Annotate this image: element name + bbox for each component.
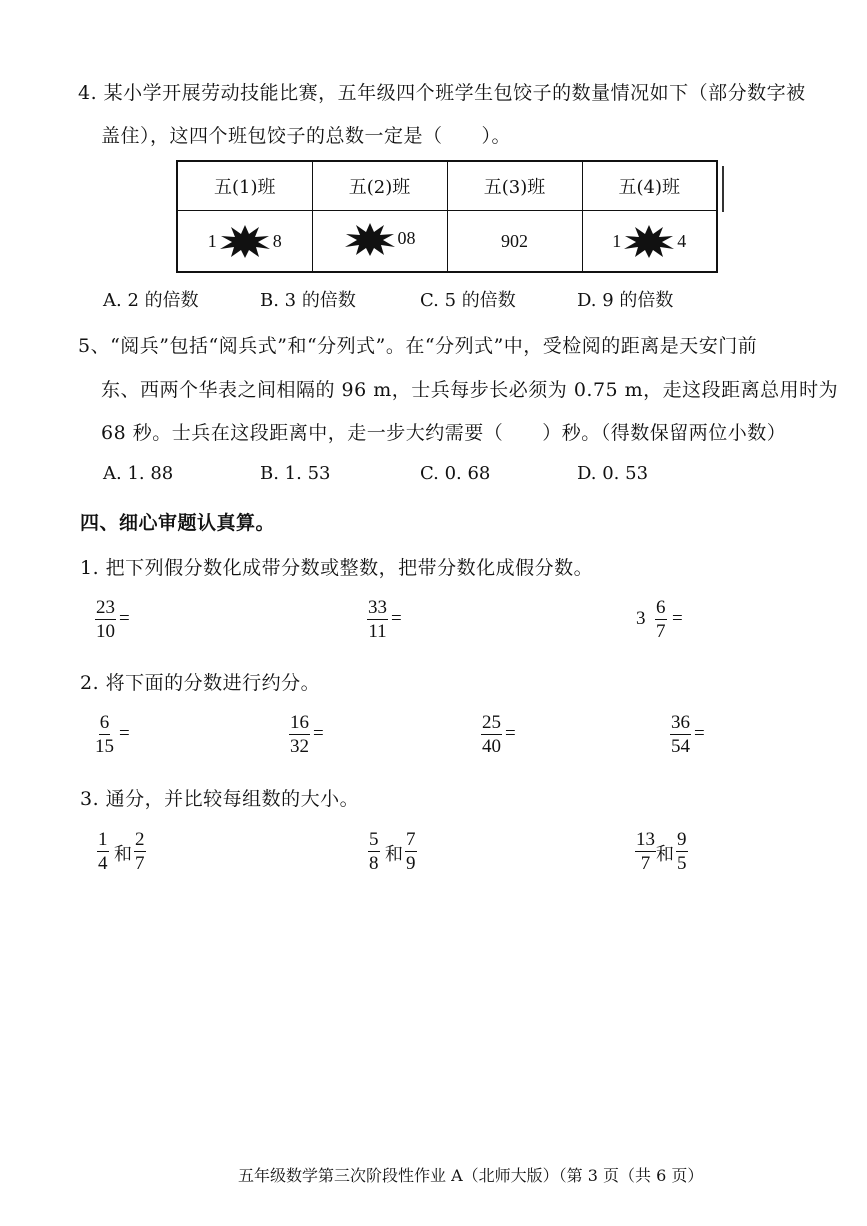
equals-sign: = xyxy=(672,608,683,629)
numerator: 23 xyxy=(96,597,115,618)
fraction xyxy=(367,598,388,641)
numerator: 1 xyxy=(98,829,108,850)
equals-sign: = xyxy=(119,723,130,744)
table-cell-class3 xyxy=(447,211,582,273)
numerator: 36 xyxy=(671,712,690,733)
fraction xyxy=(405,830,417,873)
q5-option-a: A. 1. 88 xyxy=(103,463,174,484)
mixed-number-whole: 3 xyxy=(636,608,646,629)
fraction xyxy=(635,830,656,873)
part1-prompt: 1. 把下列假分数化成带分数或整数，把带分数化成假分数。 xyxy=(80,557,594,579)
q5-text-line3: 68 秒。士兵在这段距离中，走一步大约需要（ ）秒。（得数保留两位小数） xyxy=(101,422,787,444)
numerator: 7 xyxy=(406,829,416,850)
denominator: 7 xyxy=(640,853,651,874)
fraction xyxy=(95,598,116,641)
denominator: 8 xyxy=(369,853,379,874)
digit-visible: 8 xyxy=(272,230,282,251)
q5-text-line2: 东、西两个华表之间相隔的 96 m，士兵每步长必须为 0.75 m，走这段距离总用时为 xyxy=(101,379,839,401)
equals-sign: = xyxy=(505,723,516,744)
q4-option-b: B. 3 的倍数 xyxy=(260,290,356,311)
table-header-class2: 五(2)班 xyxy=(312,161,447,211)
scan-mark xyxy=(722,166,724,212)
ink-blot-icon xyxy=(623,223,675,259)
fraction xyxy=(97,830,109,873)
ink-blot-icon xyxy=(219,223,271,259)
q5-text-line1: 5、“阅兵”包括“阅兵式”和“分列式”。在“分列式”中，受检阅的距离是天安门前 xyxy=(78,335,758,357)
fraction xyxy=(655,598,667,641)
q4-text-line2: 盖住），这四个班包饺子的总数一定是（ ）。 xyxy=(101,125,512,147)
denominator: 7 xyxy=(656,621,666,642)
fraction xyxy=(676,830,688,873)
numerator: 9 xyxy=(677,829,687,850)
ink-blot-icon xyxy=(344,221,396,257)
page-footer: 五年级数学第三次阶段性作业 A（北师大版）（第 3 页（共 6 页） xyxy=(238,1166,704,1185)
digit-visible: 902 xyxy=(501,230,528,251)
digit-visible: 08 xyxy=(397,228,416,248)
q5-option-c: C. 0. 68 xyxy=(420,463,491,484)
class-dumplings-table xyxy=(176,160,718,273)
q4-text-line1: 4. 某小学开展劳动技能比赛，五年级四个班学生包饺子的数量情况如下（部分数字被 xyxy=(78,82,806,104)
denominator: 11 xyxy=(368,621,387,642)
table-cell-class4 xyxy=(582,211,717,273)
fraction xyxy=(670,713,691,756)
equals-sign: = xyxy=(694,723,705,744)
fraction xyxy=(134,830,146,873)
equals-sign: = xyxy=(391,608,402,629)
part2-prompt: 2. 将下面的分数进行约分。 xyxy=(80,672,321,694)
denominator: 32 xyxy=(290,736,309,757)
denominator: 15 xyxy=(95,736,114,757)
table-cell-class1 xyxy=(177,211,312,273)
part3-prompt: 3. 通分，并比较每组数的大小。 xyxy=(80,788,360,810)
denominator: 10 xyxy=(96,621,115,642)
denominator: 7 xyxy=(135,853,145,874)
fraction xyxy=(368,830,380,873)
and-word: 和 xyxy=(385,844,403,865)
table-header-class3: 五(3)班 xyxy=(447,161,582,211)
digit-visible: 1 xyxy=(207,230,217,251)
digit-visible: 1 xyxy=(612,230,622,251)
q4-option-d: D. 9 的倍数 xyxy=(577,290,674,311)
numerator: 33 xyxy=(368,597,387,618)
denominator: 9 xyxy=(406,853,416,874)
and-word: 和 xyxy=(656,844,674,865)
denominator: 40 xyxy=(482,736,501,757)
numerator: 6 xyxy=(656,597,666,618)
q5-option-b: B. 1. 53 xyxy=(260,463,331,484)
digit-visible: 4 xyxy=(677,230,687,251)
table-header-class1: 五(1)班 xyxy=(177,161,312,211)
numerator: 13 xyxy=(636,829,655,850)
section-title: 四、细心审题认真算。 xyxy=(80,512,276,534)
q4-option-a: A. 2 的倍数 xyxy=(103,290,199,311)
fraction xyxy=(481,713,502,756)
numerator: 25 xyxy=(482,712,501,733)
denominator: 4 xyxy=(98,853,108,874)
equals-sign: = xyxy=(119,608,130,629)
numerator: 6 xyxy=(99,712,110,733)
numerator: 5 xyxy=(369,829,379,850)
and-word: 和 xyxy=(114,844,132,865)
numerator: 2 xyxy=(135,829,145,850)
numerator: 16 xyxy=(290,712,309,733)
denominator: 54 xyxy=(671,736,690,757)
q4-option-c: C. 5 的倍数 xyxy=(420,290,516,311)
q5-option-d: D. 0. 53 xyxy=(577,463,649,484)
table-cell-class2 xyxy=(312,211,447,273)
fraction xyxy=(289,713,310,756)
fraction xyxy=(95,713,114,756)
equals-sign: = xyxy=(313,723,324,744)
denominator: 5 xyxy=(677,853,687,874)
table-header-class4: 五(4)班 xyxy=(582,161,717,211)
